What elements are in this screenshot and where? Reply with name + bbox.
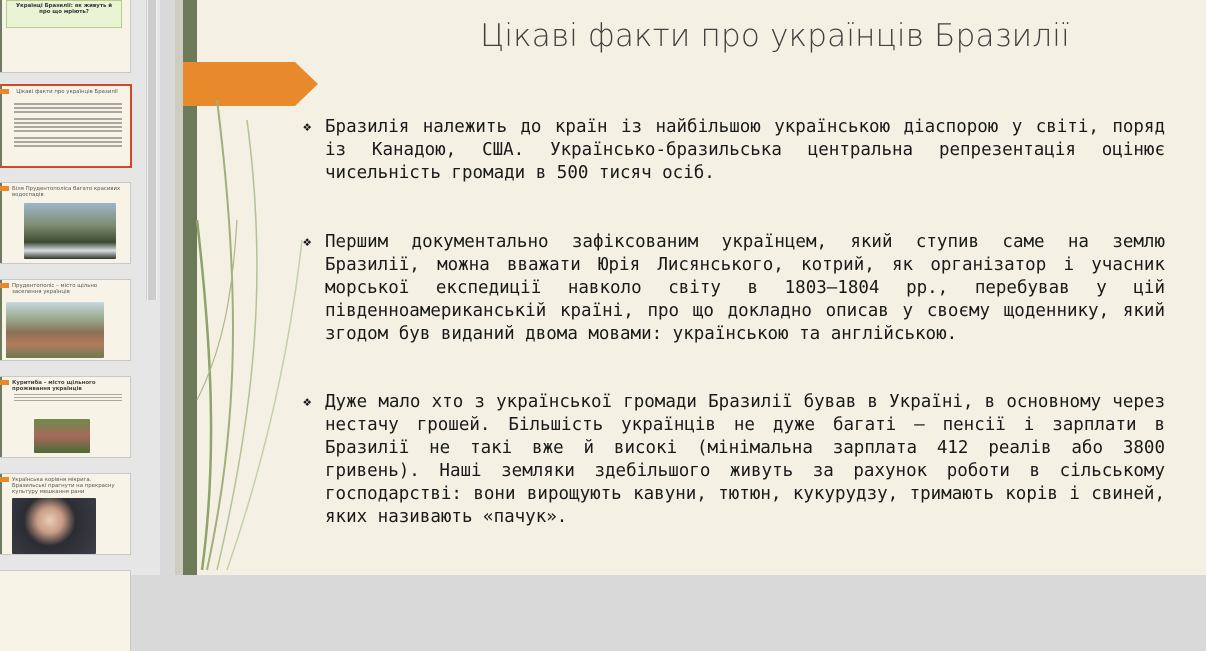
thumb-orange-bar [0, 89, 9, 94]
thumb-title-box [6, 0, 122, 28]
slide-canvas [175, 0, 1206, 575]
thumb-title: Куритиба – місто щільного проживання українців [12, 380, 96, 392]
slide-thumbnail-2[interactable] [0, 86, 130, 166]
thumb-text-line [14, 394, 122, 395]
thumbnail-scrollbar[interactable] [146, 0, 157, 300]
slide-thumbnail-5[interactable] [0, 377, 130, 457]
thumb-text-line [14, 107, 122, 109]
waterfall-photo [24, 203, 116, 259]
bullet-text: Першим документально зафіксованим українцем, який ступив саме на землю Бразилії, можна вважати Юрія Лисянського, котрий, як організатор і учасник морської експедиції навколо світу в 1803–1804 рр., перебував у цій південноамериканській країні, про що докладно описав у своєму щоденнику, який згодом був виданий двома мовами: українською та англійською. [325, 232, 1165, 344]
bullet-text: Бразилія належить до країн із найбільшою українською діаспорою у світі, поряд із Канадою, США. Українсько-бразильська центральна репрезентація оцінює чисельність громади в 500 тисяч осіб. [325, 117, 1165, 183]
diamond-bullet-icon: ❖ [303, 234, 312, 250]
thumb-text-line [14, 145, 122, 147]
thumb-text-line [14, 103, 122, 105]
slide-thumbnail-6[interactable] [0, 474, 130, 554]
slide-thumbnail-4[interactable] [0, 280, 130, 360]
thumb-orange-bar [0, 283, 9, 288]
thumb-title: Українці Бразилії: як живуть й про що мріють? [15, 3, 113, 15]
thumb-text-line [14, 122, 122, 124]
thumb-text-line [14, 126, 122, 128]
bullet-text: Дуже мало хто з української громади Бразилії бував в Україні, в основному через нестачу грошей. Більшість українців не дуже багаті – пенсії і зарплати в Бразилії не такі вже й високі (мінімальна зарплата 412 реалів або 3800 гривень). Наші земляки здебільшого живуть за рахунок роботи в сільському господарстві: вони вирощують кавуни, тютюн, кукурудзу, тримають корів і свиней, яких називають «пачук». [325, 392, 1165, 527]
thumb-title: Біля Прудентополіса багато красивих водоспадів [12, 186, 121, 198]
slide-thumbnail-7[interactable] [0, 571, 130, 651]
slide-edge [175, 0, 183, 575]
slide-thumbnail-1[interactable] [0, 0, 130, 72]
portrait-photo [12, 498, 96, 554]
church-photo [34, 419, 90, 453]
slide-thumbnail-pane [0, 0, 160, 575]
thumb-text-line [14, 130, 122, 132]
thumb-text-line [14, 137, 122, 139]
thumb-side-bar [0, 0, 2, 72]
thumb-side-bar [0, 183, 2, 263]
slide-title[interactable]: Цікаві факти про українців Бразилії [480, 18, 1070, 54]
scrollbar-thumb[interactable] [148, 0, 156, 300]
thumb-text-line [14, 118, 122, 120]
thumb-orange-bar [0, 380, 9, 385]
thumb-side-bar [0, 377, 2, 457]
thumb-title: Українська корівня мікрига. Бразильські прагнути на прекрасну культуру мешкання рани [12, 477, 115, 495]
slide-thumbnail-3[interactable] [0, 183, 130, 263]
diamond-bullet-icon: ❖ [303, 394, 312, 410]
thumb-text-line [14, 400, 122, 401]
thumb-side-bar [0, 86, 2, 166]
thumb-orange-bar [0, 186, 9, 191]
thumb-title: Прудентополіс – місто щільно заселення українців [12, 283, 98, 295]
decorative-leaves [197, 100, 307, 575]
thumb-title: Цікаві факти про українців Бразилії [16, 89, 118, 95]
diamond-bullet-icon: ❖ [303, 119, 312, 135]
bullet-paragraph-2[interactable] [303, 231, 1165, 346]
thumb-text-line [14, 141, 122, 143]
bullet-paragraph-3[interactable] [303, 391, 1165, 529]
thumb-text-line [14, 397, 122, 398]
thumb-orange-bar [0, 477, 9, 482]
thumb-side-bar [0, 474, 2, 554]
town-photo [6, 302, 104, 358]
bullet-paragraph-1[interactable] [303, 116, 1165, 185]
thumb-text-line [14, 111, 122, 113]
thumb-side-bar [0, 280, 2, 360]
